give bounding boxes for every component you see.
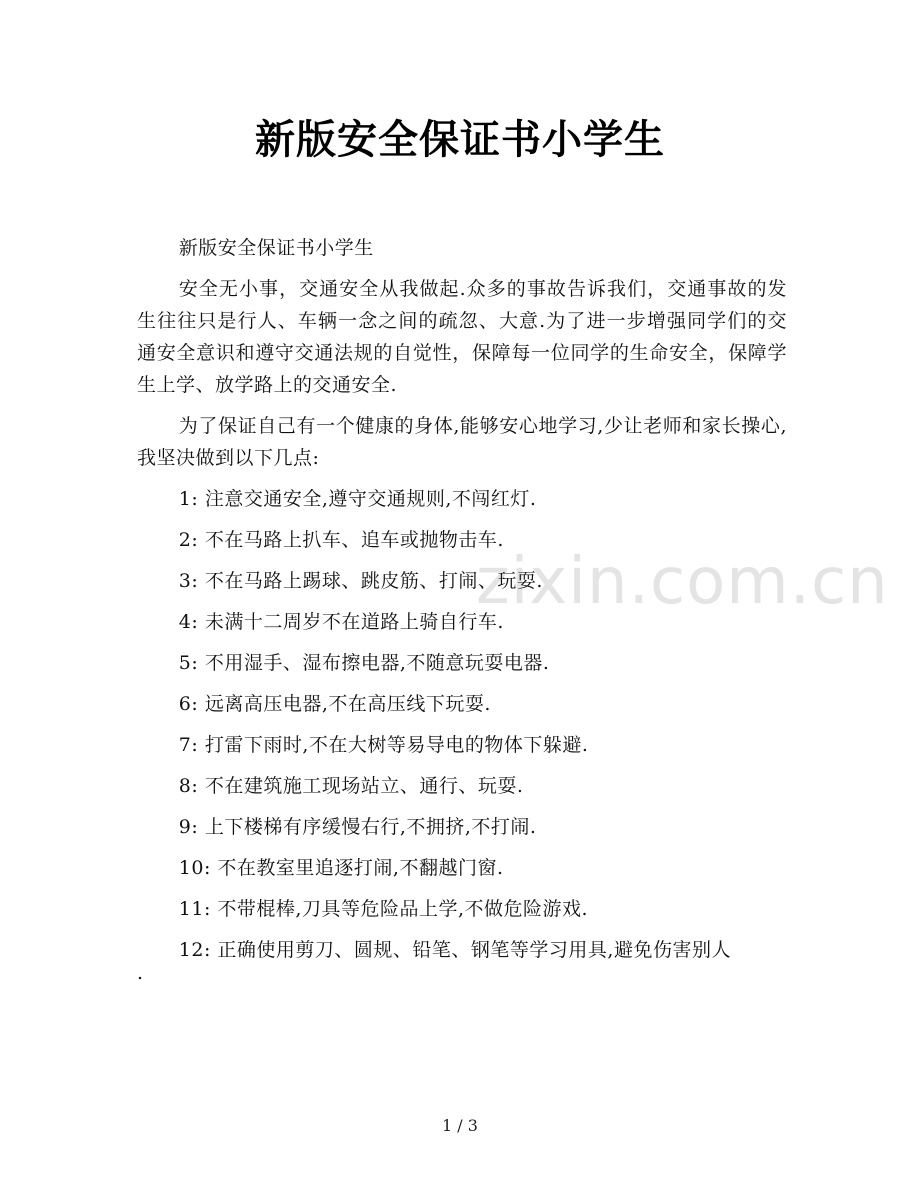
list-item: 9: 上下楼梯有序缓慢右行,不拥挤,不打闹. bbox=[178, 816, 537, 838]
intro-paragraph: 安全无小事，交通安全从我做起.众多的事故告诉我们，交通事故的发生往往只是行人、车辆一念之间的疏忽、大意.为了进一步增强同学们的交通安全意识和遵守交通法规的自觉性，保障每一位同学的生命安全，保障学生上学、放学路上的交通安全. bbox=[137, 278, 787, 396]
list-item: 3: 不在马路上踢球、跳皮筋、打闹、玩耍. bbox=[178, 570, 543, 592]
list-item: 1: 注意交通安全,遵守交通规则,不闯红灯. bbox=[178, 488, 537, 510]
list-item: 10: 不在教室里追逐打闹,不翻越门窗. bbox=[178, 857, 504, 879]
list-item: 4: 未满十二周岁不在道路上骑自行车. bbox=[178, 611, 504, 633]
watermark: zixin.com.cn bbox=[476, 545, 889, 619]
document-title: 新版安全保证书小学生 bbox=[255, 116, 665, 163]
list-item-tail: . bbox=[137, 962, 144, 984]
document-body bbox=[137, 232, 787, 984]
list-item: 12: 正确使用剪刀、圆规、铅笔、钢笔等学习用具,避免伤害别人 bbox=[178, 939, 731, 961]
list-item: 8: 不在建筑施工现场站立、通行、玩耍. bbox=[178, 775, 524, 797]
list-item: 7: 打雷下雨时,不在大树等易导电的物体下躲避. bbox=[178, 734, 589, 756]
page-indicator: 1 / 3 bbox=[442, 1116, 478, 1135]
list-item: 6: 远离高压电器,不在高压线下玩耍. bbox=[178, 693, 491, 715]
list-item: 11: 不带棍棒,刀具等危险品上学,不做危险游戏. bbox=[178, 898, 589, 920]
list-item: 2: 不在马路上扒车、追车或抛物击车. bbox=[178, 529, 504, 551]
list-item: 5: 不用湿手、湿布擦电器,不随意玩耍电器. bbox=[178, 652, 550, 674]
lead-paragraph: 为了保证自己有一个健康的身体,能够安心地学习,少让老师和家长操心,我坚决做到以下几点: bbox=[137, 415, 787, 469]
subtitle-paragraph: 新版安全保证书小学生 bbox=[178, 237, 374, 259]
